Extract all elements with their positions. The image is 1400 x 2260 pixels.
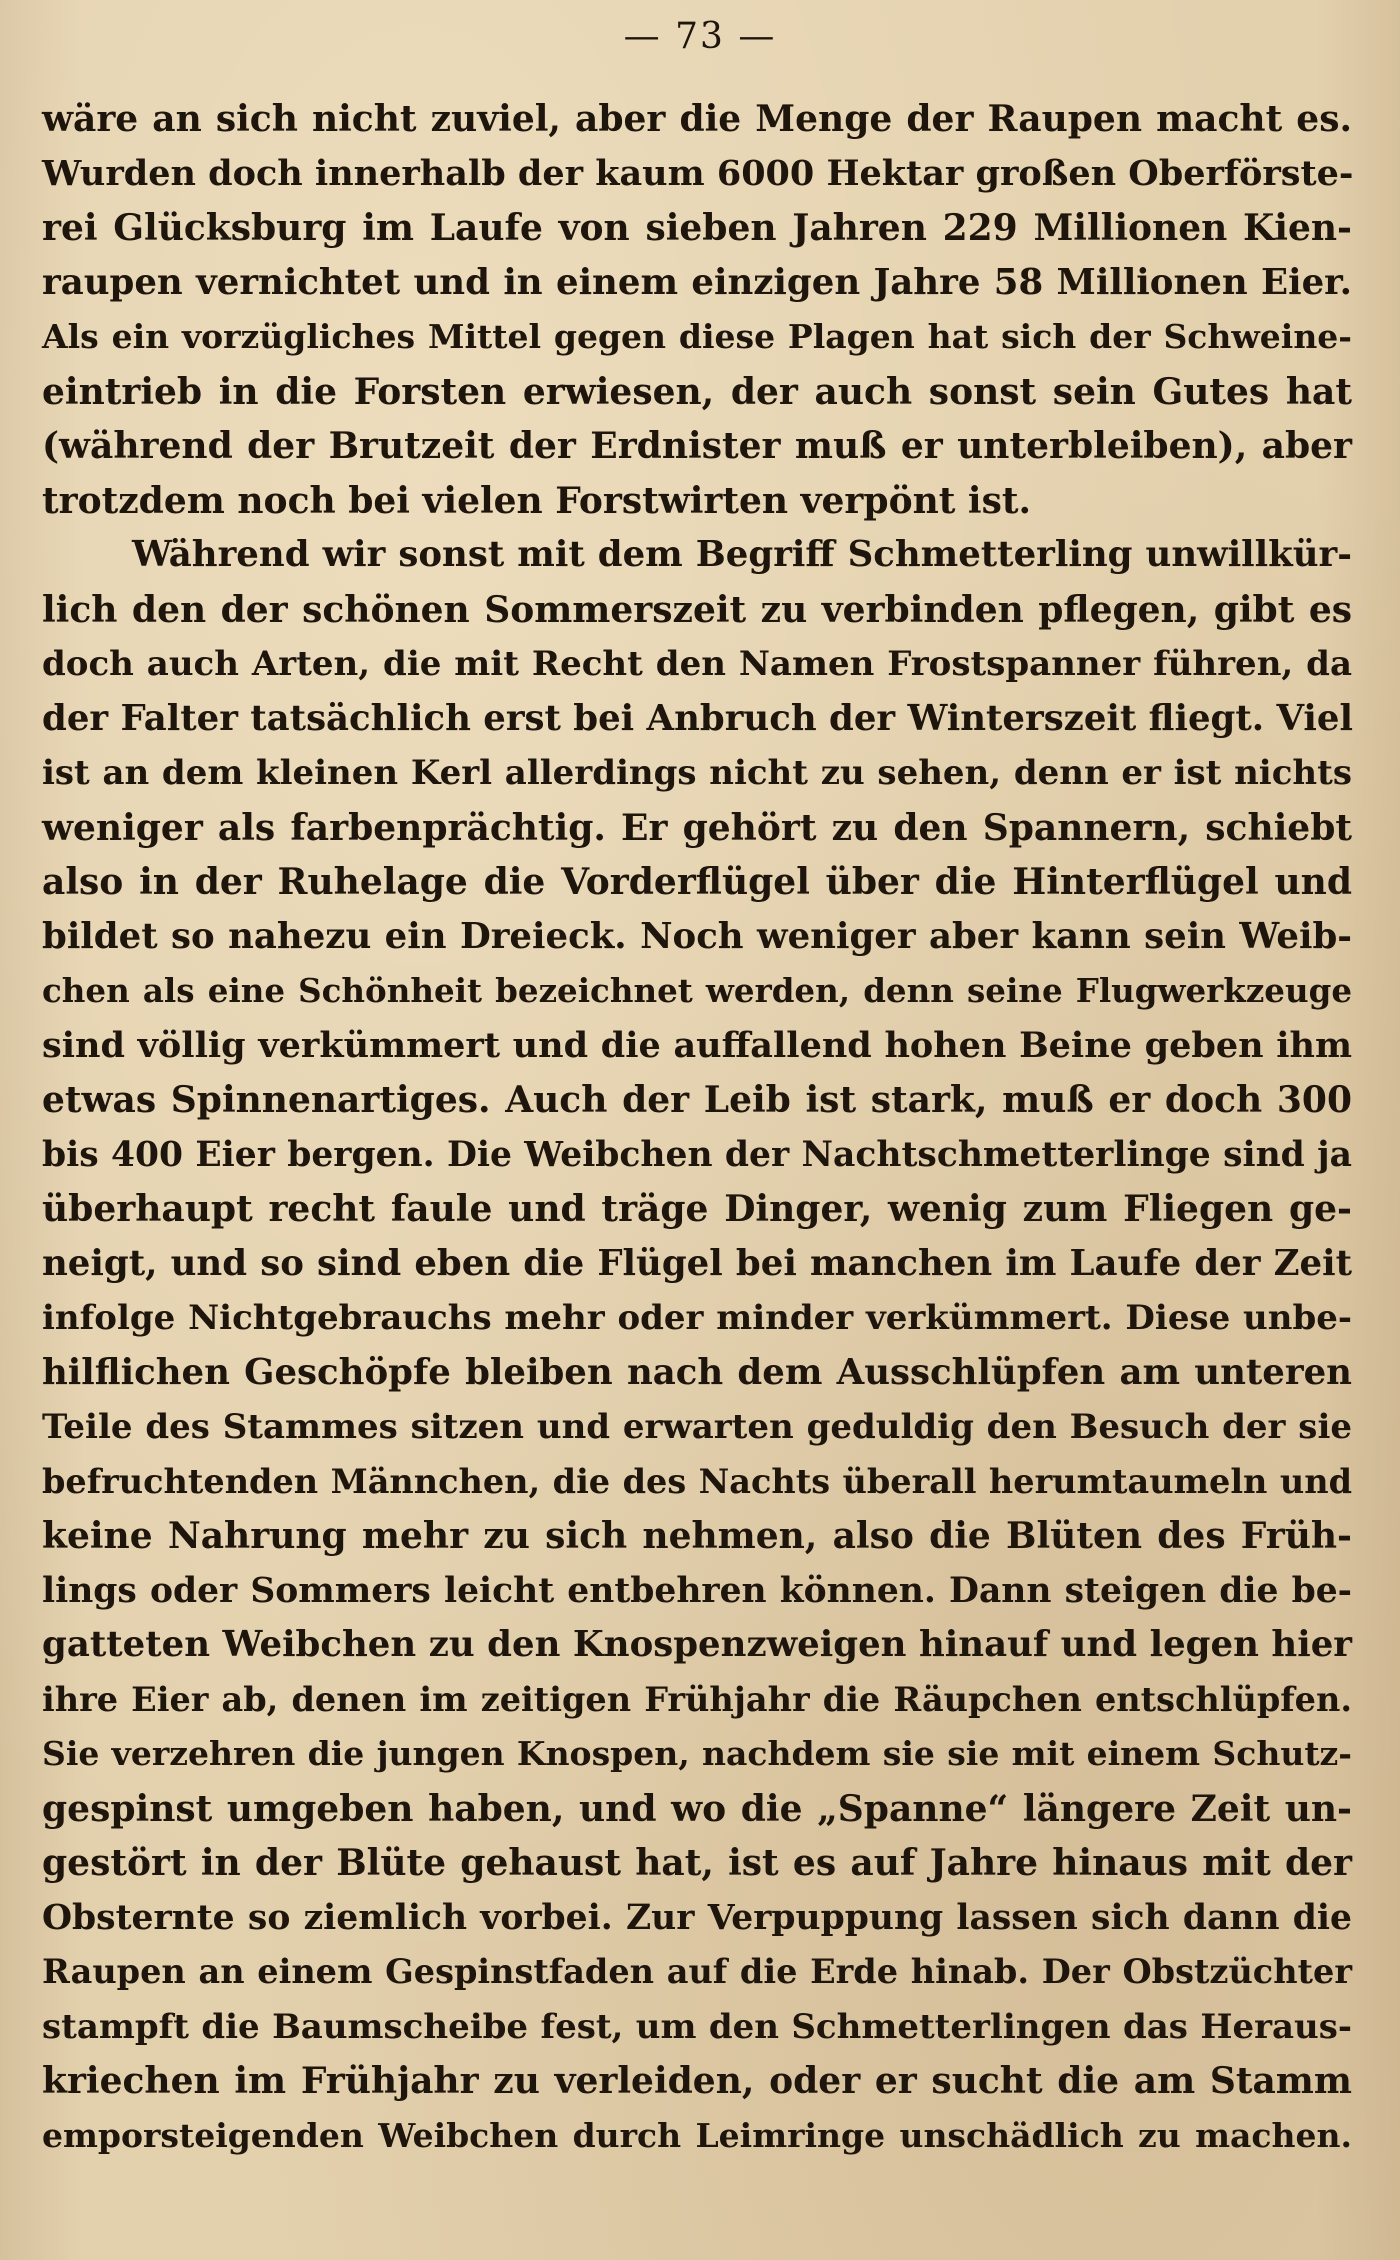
text-line: infolge Nichtgebrauchs mehr oder minder verkümmert. Diese unbe-: [42, 1298, 1352, 1338]
text-line: ist an dem kleinen Kerl allerdings nicht zu sehen, denn er ist nichts: [42, 753, 1352, 793]
text-line: lich den der schönen Sommerszeit zu verbinden pflegen, gibt es: [42, 588, 1352, 631]
text-line: bildet so nahezu ein Dreieck. Noch weniger aber kann sein Weib-: [42, 915, 1352, 957]
page-number: — 73 —: [623, 16, 777, 57]
text-line: neigt, und so sind eben die Flügel bei manchen im Laufe der Zeit: [42, 1242, 1352, 1284]
text-line: gespinst umgeben haben, und wo die „Spanne“ längere Zeit un-: [42, 1787, 1352, 1830]
text-line: keine Nahrung mehr zu sich nehmen, also die Blüten des Früh-: [42, 1515, 1352, 1557]
text-line: kriechen im Frühjahr zu verleiden, oder er sucht die am Stamm: [42, 2060, 1352, 2102]
text-line: gestört in der Blüte gehaust hat, ist es auf Jahre hinaus mit der: [42, 1842, 1352, 1884]
text-line: stampft die Baumscheibe fest, um den Schmetterlingen das Heraus-: [42, 2006, 1352, 2047]
text-line: Obsternte so ziemlich vorbei. Zur Verpuppung lassen sich dann die: [42, 1897, 1352, 1938]
text-line: eintrieb in die Forsten erwiesen, der auch sonst sein Gutes hat: [42, 370, 1352, 413]
text-line: Sie verzehren die jungen Knospen, nachdem sie sie mit einem Schutz-: [42, 1734, 1352, 1773]
text-line: also in der Ruhelage die Vorderflügel über die Hinterflügel und: [42, 861, 1352, 903]
text-line: bis 400 Eier bergen. Die Weibchen der Nachtschmetterlinge sind ja: [42, 1134, 1352, 1175]
text-line: lings oder Sommers leicht entbehren können. Dann steigen die be-: [42, 1570, 1352, 1611]
text-line: befruchtenden Männchen, die des Nachts überall herumtaumeln und: [42, 1461, 1352, 1501]
text-line: ihre Eier ab, denen im zeitigen Frühjahr die Räupchen entschlüpfen.: [42, 1679, 1352, 1719]
text-line: überhaupt recht faule und träge Dinger, wenig zum Fliegen ge-: [42, 1188, 1352, 1230]
text-line: hilflichen Geschöpfe bleiben nach dem Ausschlüpfen am unteren: [42, 1351, 1352, 1393]
text-line: Raupen an einem Gespinstfaden auf die Erde hinab. Der Obstzüchter: [42, 1952, 1352, 1991]
text-line: rei Glücksburg im Laufe von sieben Jahren 229 Millionen Kien-: [42, 207, 1352, 249]
text-line: Als ein vorzügliches Mittel gegen diese Plagen hat sich der Schweine-: [42, 317, 1352, 356]
text-line: weniger als farbenprächtig. Er gehört zu den Spannern, schiebt: [42, 806, 1352, 849]
text-line: der Falter tatsächlich erst bei Anbruch der Winterszeit fliegt. Viel: [42, 697, 1353, 739]
text-line: gatteten Weibchen zu den Knospenzweigen hinauf und legen hier: [42, 1624, 1352, 1665]
text-line: trotzdem noch bei vielen Forstwirten verpönt ist.: [42, 479, 1032, 522]
text-line: emporsteigenden Weibchen durch Leimringe unschädlich zu machen.: [42, 2115, 1352, 2155]
text-line: raupen vernichtet und in einem einzigen Jahre 58 Millionen Eier.: [42, 261, 1352, 303]
text-line: etwas Spinnenartiges. Auch der Leib ist stark, muß er doch 300: [42, 1079, 1352, 1121]
text-line: chen als eine Schönheit bezeichnet werden, denn seine Flugwerkzeuge: [42, 971, 1352, 1010]
text-line: (während der Brutzeit der Erdnister muß er unterbleiben), aber: [42, 425, 1352, 467]
text-line: Während wir sonst mit dem Begriff Schmetterling unwillkür-: [132, 534, 1352, 575]
text-line: doch auch Arten, die mit Recht den Namen Frostspanner führen, da: [42, 644, 1352, 684]
text-line: Wurden doch innerhalb der kaum 6000 Hektar großen Oberförste-: [42, 152, 1354, 194]
text-line: sind völlig verkümmert und die auffallend hohen Beine geben ihm: [42, 1024, 1352, 1066]
body-text: [42, 92, 1352, 2163]
text-line: Teile des Stammes sitzen und erwarten geduldig den Besuch der sie: [42, 1407, 1352, 1447]
text-line: wäre an sich nicht zuviel, aber die Menge der Raupen macht es.: [42, 98, 1352, 140]
